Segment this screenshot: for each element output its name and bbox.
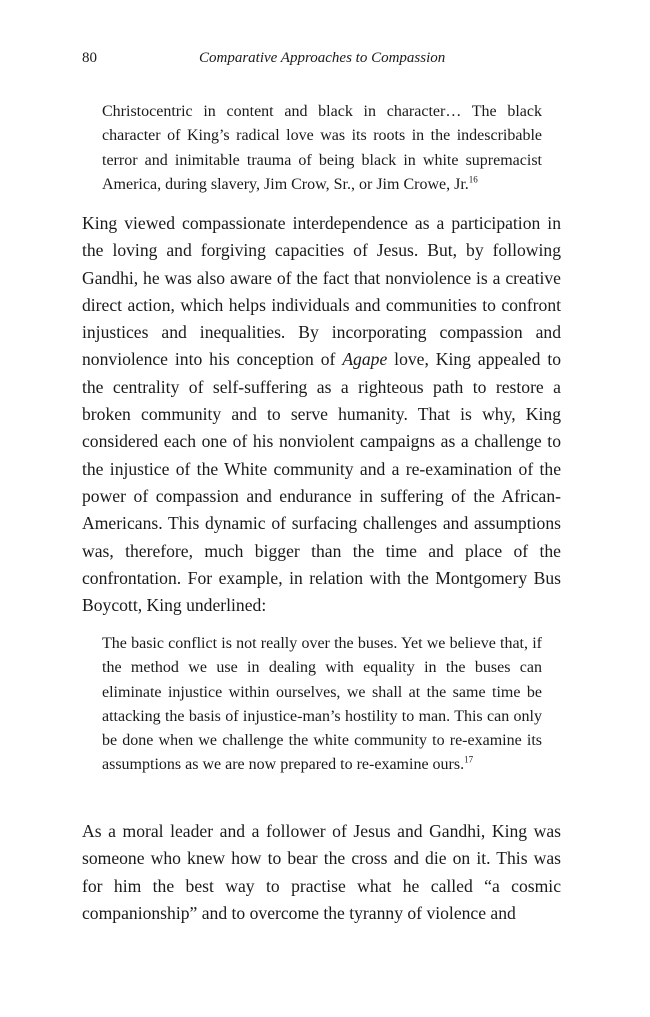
paragraph-1-text-end: love, King appealed to the centrality of self-suffering as a righteous path to restore a broken community and to serve humanity. That is why, King considered each one of his nonviolent campaigns as a challenge to the injustice of the White community and a re-examination of the power of compassion and endurance in suffering of the African-Americans. This dynamic of surfacing challenges and assumptions was, therefore, much bigger than the time and place of the confrontation. For example, in relation with the Montgomery Bus Boycott, King underlined: [82, 349, 561, 616]
running-header [82, 50, 561, 74]
footnote-ref-17[interactable]: 17 [464, 755, 474, 766]
footnote-ref-16[interactable]: 16 [468, 174, 478, 185]
paragraph-1-text-start: King viewed compassionate interdependence as a participation in the loving and forgiving capacities of Jesus. But, by following Gandhi, he was also aware of the fact that nonviolence is a creative direct action, which helps individuals and communities to confront injustices and inequalities. By incorporating compassion and nonviolence into his conception of [82, 213, 561, 370]
agape-italic: Agape [342, 349, 388, 370]
body-paragraph-2 [82, 818, 561, 927]
running-title: Comparative Approaches to Compassion [199, 50, 446, 66]
block-quote-2-text: The basic conflict is not really over the buses. Yet we believe that, if the method we use in dealing with equality in the buses can eliminate injustice within ourselves, we shall at the same time be attacking the basis of injustice-man’s hostility to man. This can only be done when we challenge the white community to re-examine its assumptions as we are now prepared to re-examine ours. [102, 635, 542, 774]
block-quote-1 [102, 100, 542, 197]
block-quote-2 [102, 632, 542, 778]
paragraph-2-text: As a moral leader and a follower of Jesus and Gandhi, King was someone who knew how to bear the cross and die on it. This was for him the best way to practise what he called “a cosmic companionship” and to overcome the tyranny of violence and [82, 821, 561, 923]
page-number: 80 [82, 50, 97, 66]
body-paragraph-1 [82, 210, 561, 619]
block-quote-1-text: Christocentric in content and black in character… The black character of King’s radical love was its roots in the indescribable terror and inimitable trauma of being black in white supremacist America, during slavery, Jim Crow, Sr., or Jim Crowe, Jr. [102, 103, 542, 193]
